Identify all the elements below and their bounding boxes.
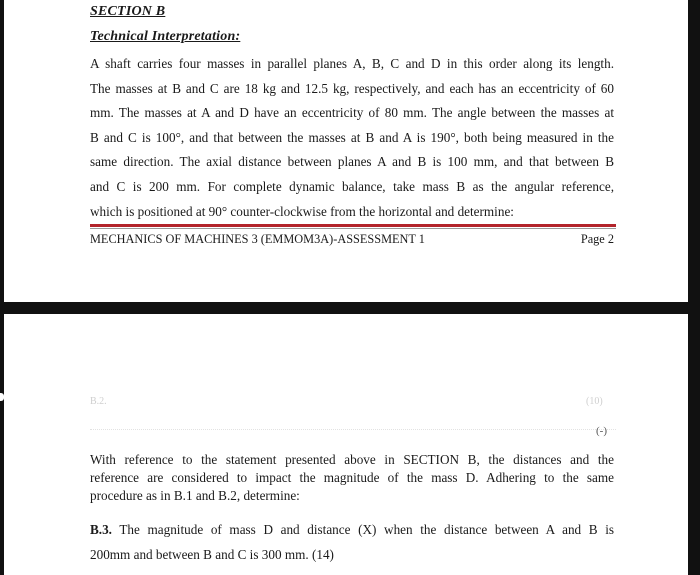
sub-heading: Technical Interpretation:	[90, 29, 241, 44]
faded-marks-lower: (-)	[596, 425, 607, 437]
footer-course-title: MECHANICS OF MACHINES 3 (EMMOM3A)-ASSESSMENT 1	[90, 232, 425, 246]
reference-line: procedure as in B.1 and B.2, determine:	[90, 488, 300, 503]
question-text-cont: 200mm and between B and C is 300 mm.	[90, 547, 309, 562]
problem-line: mm. The masses at A and D have an eccentricity of 80 mm. The angle between the masses at	[90, 105, 614, 121]
reference-line: With reference to the statement presented above in SECTION B, the distances and the	[90, 452, 614, 467]
question-label: B.3.	[90, 522, 112, 537]
question-text: The magnitude of mass D and distance (X) when the distance between A and B is	[111, 522, 614, 537]
faded-marks: (10)	[586, 396, 603, 407]
footer-rule-thin	[90, 228, 616, 229]
section-heading: SECTION B	[90, 4, 166, 19]
faded-text-line	[90, 429, 616, 431]
problem-line: A shaft carries four masses in parallel planes A, B, C and D in this order along its length.	[90, 56, 614, 71]
reference-paragraph	[90, 451, 614, 505]
problem-line: same direction. The axial distance between planes A and B is 100 mm, and that between B	[90, 154, 614, 170]
question-b3	[90, 517, 614, 567]
document-page-2	[4, 314, 688, 575]
problem-statement	[90, 52, 614, 224]
faded-question-label: B.2.	[90, 396, 107, 407]
question-line	[90, 542, 614, 567]
question-line	[90, 517, 614, 542]
problem-line: which is positioned at 90° counter-clockwise from the horizontal and determine:	[90, 203, 514, 219]
document-page-1	[4, 0, 688, 302]
question-marks: (14)	[311, 547, 334, 562]
page-number: Page 2	[580, 232, 614, 246]
reference-line: reference are considered to impact the magnitude of the mass D. Adhering to the same	[90, 470, 614, 485]
problem-line: B and C is 100°, and that between the masses at B and A is 190°, both being measured in the	[90, 129, 614, 145]
problem-line: and C is 200 mm. For complete dynamic balance, take mass B as the angular reference,	[90, 178, 614, 194]
footer-rule	[90, 224, 616, 227]
problem-line: The masses at B and C are 18 kg and 12.5 kg, respectively, and each has an eccentricity of 60	[90, 80, 614, 96]
